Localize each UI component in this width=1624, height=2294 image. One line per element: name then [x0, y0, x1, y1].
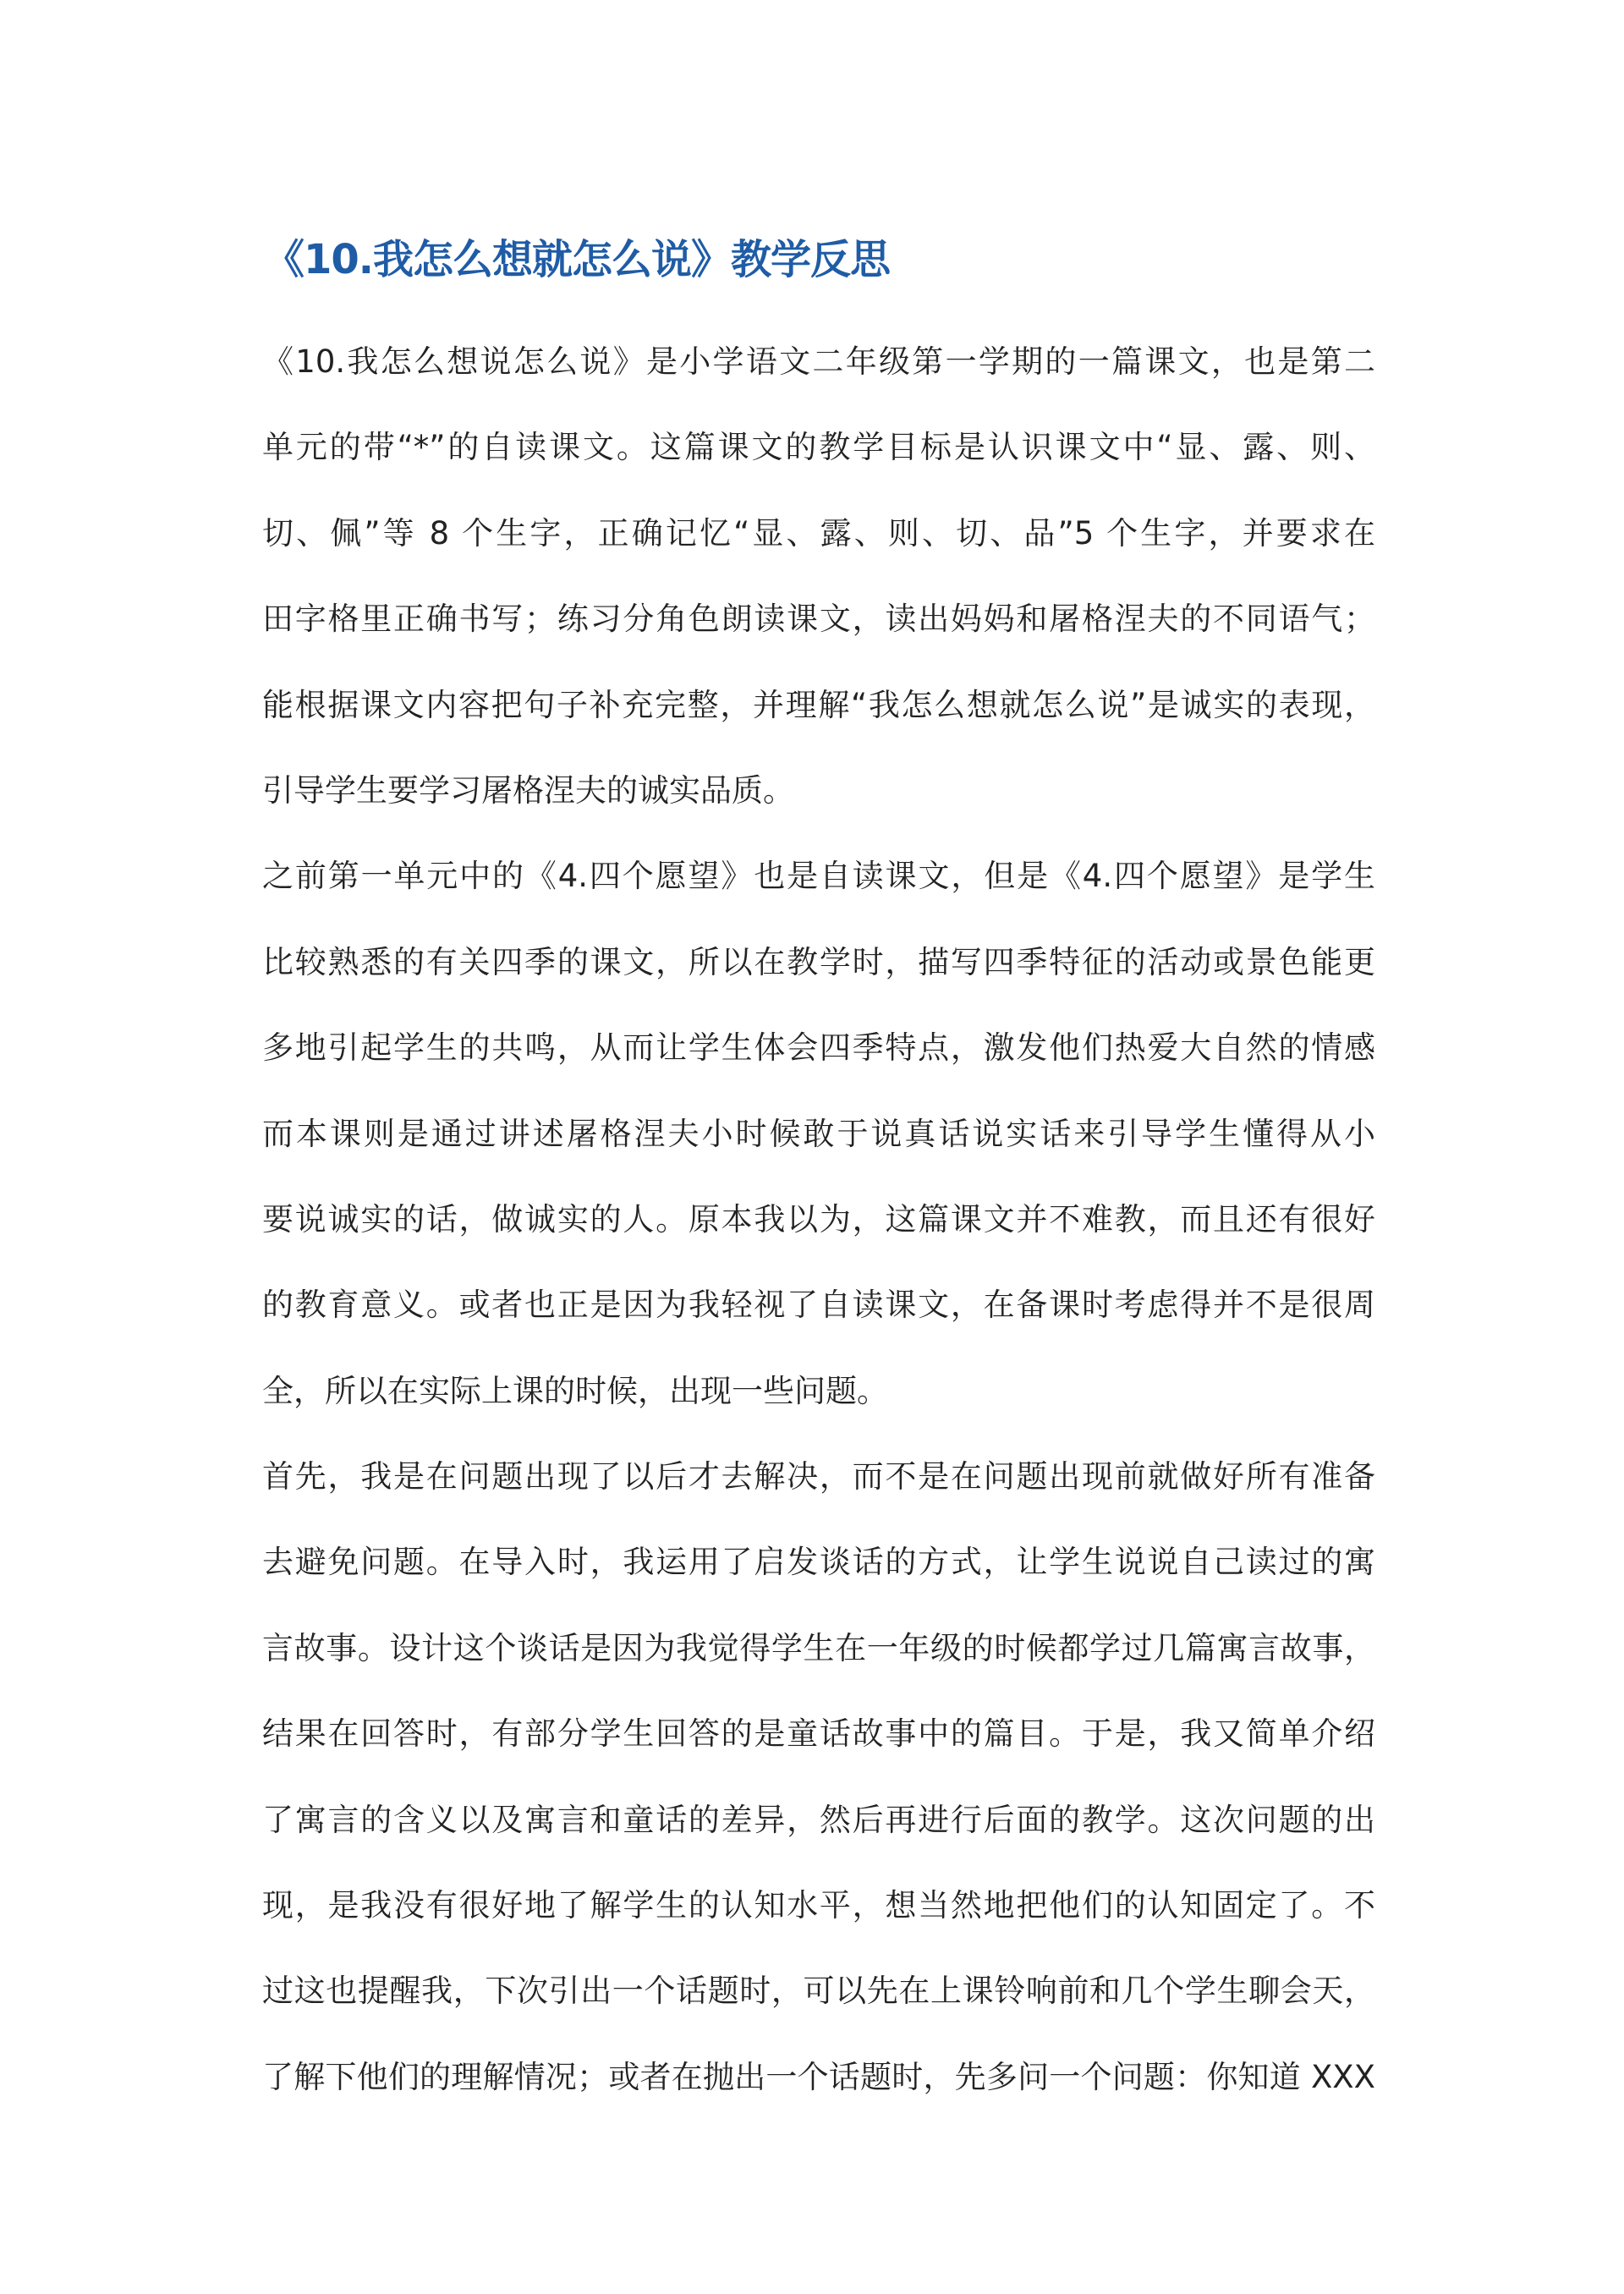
text-line: 能根据课文内容把句子补充完整，并理解“我怎么想就怎么说”是诚实的表现，: [262, 686, 1375, 723]
paragraph: [262, 833, 1375, 1434]
text-line: 首先，我是在问题出现了以后才去解决，而不是在问题出现前就做好所有准备: [262, 1458, 1375, 1495]
text-line: 要说诚实的话，做诚实的人。原本我以为，这篇课文并不难教，而且还有很好: [262, 1200, 1375, 1238]
paragraph: [262, 1434, 1375, 2120]
paragraph: [262, 319, 1375, 833]
text-line: 比较熟悉的有关四季的课文，所以在教学时，描写四季特征的活动或景色能更: [262, 943, 1375, 980]
text-line: 了寓言的含义以及寓言和童话的差异，然后再进行后面的教学。这次问题的出: [262, 1801, 1375, 1838]
text-line: 的教育意义。或者也正是因为我轻视了自读课文，在备课时考虑得并不是很周: [262, 1287, 1375, 1324]
document-title: 《10.我怎么想就怎么说》教学反思: [264, 236, 891, 283]
text-line: 去避免问题。在导入时，我运用了启发谈话的方式，让学生说说自己读过的寓: [262, 1544, 1375, 1581]
text-line: 而本课则是通过讲述屠格涅夫小时候敢于说真话说实话来引导学生懂得从小: [262, 1115, 1375, 1152]
document-body: [262, 319, 1375, 2120]
text-line: 切、佩”等 8 个生字，正确记忆“显、露、则、切、品”5 个生字，并要求在: [262, 514, 1375, 552]
text-line: 引导学生要学习屠格涅夫的诚实品质。: [262, 771, 794, 809]
text-line: 了解下他们的理解情况；或者在抛出一个话题时，先多问一个问题：你知道 XXX: [262, 2058, 1375, 2095]
text-line: 现，是我没有很好地了解学生的认知水平，想当然地把他们的认知固定了。不: [262, 1887, 1375, 1924]
text-line: 全，所以在实际上课的时候，出现一些问题。: [262, 1372, 888, 1409]
text-line: 田字格里正确书写；练习分角色朗读课文，读出妈妈和屠格涅夫的不同语气；: [262, 601, 1375, 638]
text-line: 言故事。设计这个谈话是因为我觉得学生在一年级的时候都学过几篇寓言故事，: [262, 1629, 1375, 1666]
text-line: 《10.我怎么想说怎么说》是小学语文二年级第一学期的一篇课文，也是第二: [262, 343, 1375, 380]
text-line: 多地引起学生的共鸣，从而让学生体会四季特点，激发他们热爱大自然的情感: [262, 1029, 1375, 1067]
text-line: 结果在回答时，有部分学生回答的是童话故事中的篇目。于是，我又简单介绍: [262, 1715, 1375, 1753]
text-line: 单元的带“*”的自读课文。这篇课文的教学目标是认识课文中“显、露、则、: [262, 429, 1375, 466]
text-line: 过这也提醒我，下次引出一个话题时，可以先在上课铃响前和几个学生聊会天，: [262, 1973, 1375, 2010]
text-line: 之前第一单元中的《4.四个愿望》也是自读课文，但是《4.四个愿望》是学生: [262, 858, 1375, 895]
